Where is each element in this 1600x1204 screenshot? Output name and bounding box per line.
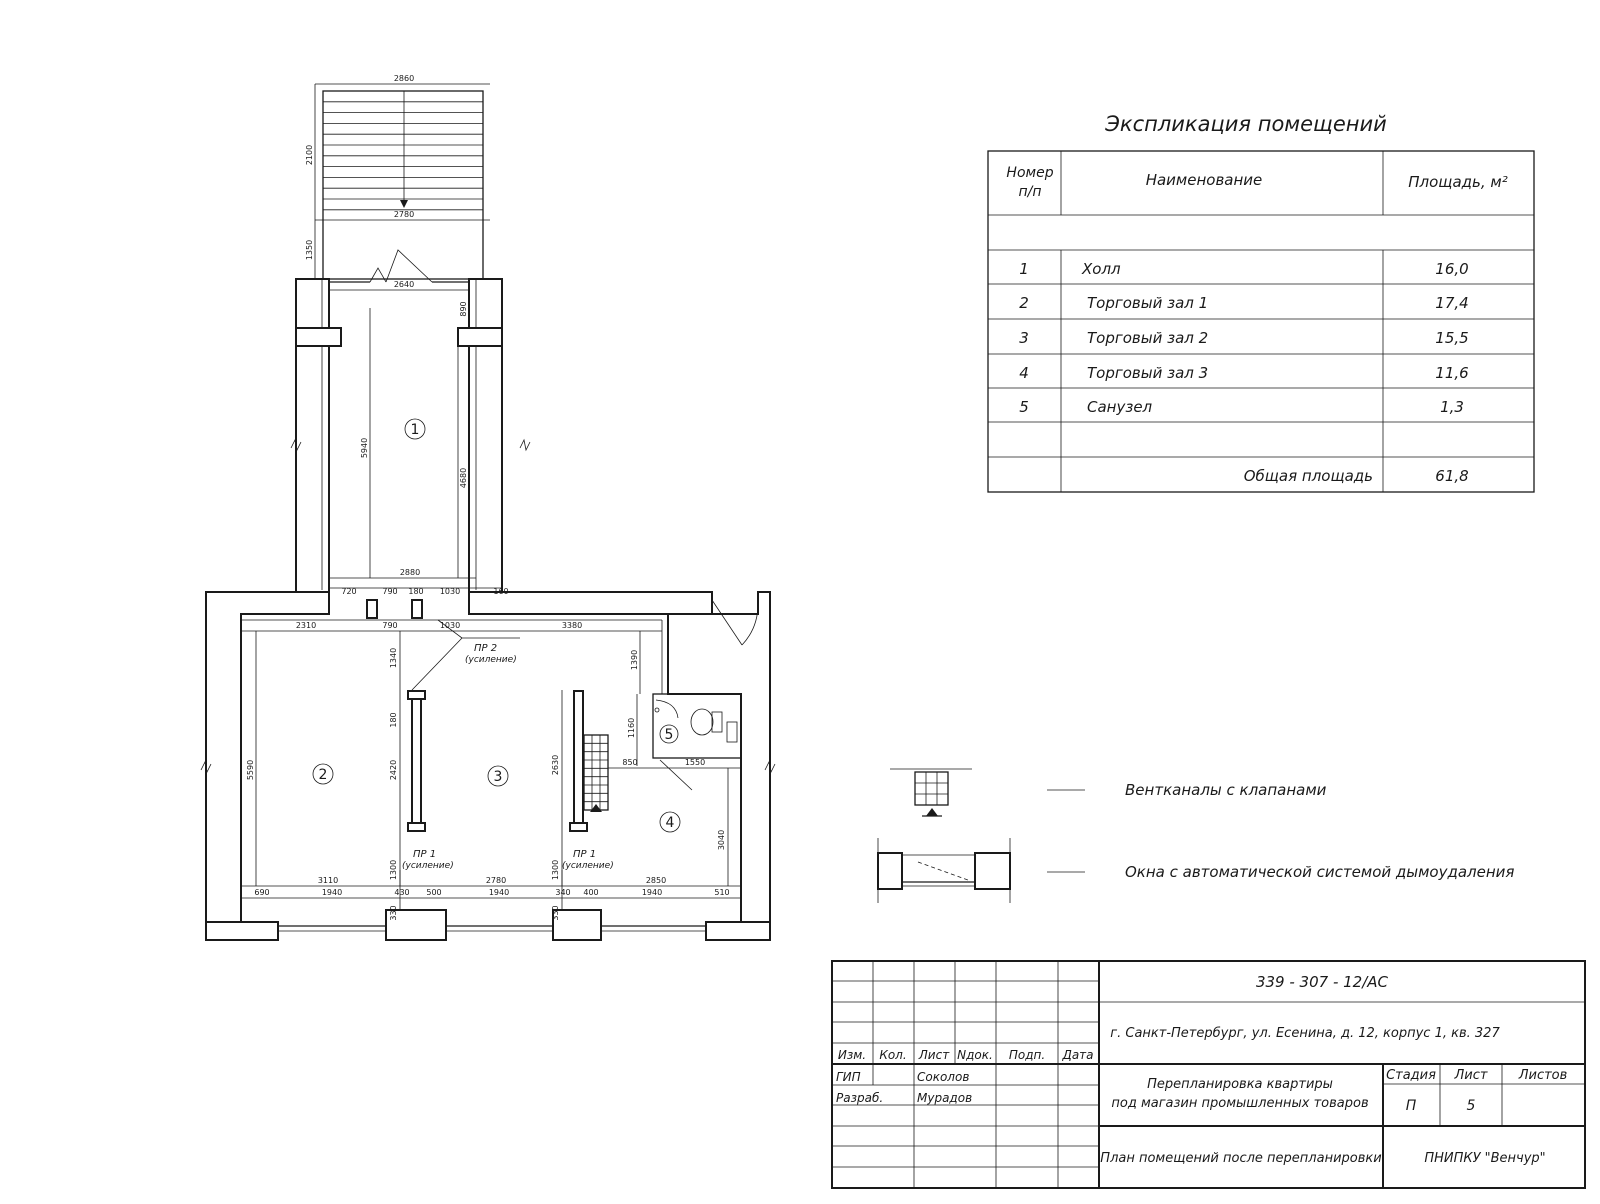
dim-v3040: 3040 (717, 829, 726, 851)
dim-stair-h2: 1350 (305, 239, 314, 261)
dim-row3-2: 2850 (645, 876, 667, 885)
dim-v1390: 1390 (630, 649, 639, 671)
dim-row4-1: 1940 (321, 888, 343, 897)
dim-row4-7: 1940 (641, 888, 663, 897)
stamp-project-line2: под магазин промышленных товаров (1111, 1096, 1369, 1111)
pr2-label: ПР 2 (474, 643, 498, 654)
dim-row2-0: 2310 (295, 621, 317, 630)
legend (878, 769, 1514, 903)
explication-row-name: Санузел (1087, 398, 1153, 416)
stamp-code: 339 - 307 - 12/АС (1255, 973, 1389, 991)
explication-title: Экспликация помещений (1105, 112, 1387, 136)
dim-v5590: 5590 (246, 759, 255, 781)
explication-row-name: Торговый зал 1 (1087, 294, 1209, 312)
stamp-project-line1: Перепланировка квартиры (1147, 1077, 1333, 1092)
pr2-sub: (усиление) (465, 655, 517, 665)
stamp-person: Соколов (917, 1070, 970, 1084)
dim-hall-top: 2640 (393, 280, 415, 289)
explication-row-area: 16,0 (1435, 260, 1469, 278)
explication-row-num: 5 (1019, 398, 1029, 416)
dim-v330b: 330 (551, 905, 560, 921)
dim-hall-r1: 890 (459, 301, 468, 317)
dim-hall-left: 5940 (360, 437, 369, 459)
stamp-column-label: Лист (918, 1048, 950, 1062)
stamp-role: ГИП (836, 1070, 861, 1084)
dim-row3-0: 3110 (317, 876, 339, 885)
dim-row1-3: 1030 (439, 587, 461, 596)
legend-windows-label: Окна с автоматической системой дымоудаления (1125, 863, 1515, 881)
dim-v2630: 2630 (551, 754, 560, 776)
vent-legend-icon (890, 769, 972, 816)
dim-row1-1: 790 (382, 587, 398, 596)
explication-row-num: 2 (1019, 294, 1029, 312)
partitions (408, 691, 608, 831)
dim-row4-6: 400 (583, 888, 599, 897)
dim-v1300b: 1300 (551, 859, 560, 881)
dim-v1160: 1160 (627, 717, 636, 739)
explication-row-area: 11,6 (1435, 364, 1469, 382)
title-block (832, 961, 1585, 1188)
room-number-4: 4 (665, 815, 675, 831)
window-legend-icon (878, 838, 1010, 903)
header-area: Площадь, м² (1408, 173, 1508, 191)
explication-row-name: Торговый зал 3 (1087, 364, 1209, 382)
dim-row1-0: 720 (341, 587, 357, 596)
room-number-2: 2 (318, 767, 328, 783)
dim-h850: 850 (622, 758, 638, 767)
stamp-stage: П (1405, 1098, 1417, 1114)
explication-table (988, 112, 1534, 492)
pr1-label-a: ПР 1 (413, 849, 437, 860)
stamp-role: Разраб. (836, 1091, 884, 1105)
stamp-person: Мурадов (917, 1091, 973, 1105)
explication-row-area: 1,3 (1440, 398, 1464, 416)
dim-v1340: 1340 (389, 647, 398, 669)
dim-h1550: 1550 (684, 758, 706, 767)
room-number-5: 5 (664, 727, 674, 743)
pr1-label-b: ПР 1 (573, 849, 597, 860)
stamp-org: ПНИПКУ "Венчур" (1424, 1151, 1546, 1166)
staircase (305, 74, 490, 279)
dim-stair-mid: 2780 (393, 210, 415, 219)
dim-stair-h1: 2100 (305, 144, 314, 166)
stamp-sheets-label: Листов (1518, 1068, 1568, 1083)
dim-v330: 330 (389, 905, 398, 921)
stamp-sheet: 5 (1466, 1098, 1476, 1114)
dim-row4-5: 340 (555, 888, 571, 897)
room-number-1: 1 (410, 422, 420, 438)
stamp-column-label: Дата (1062, 1048, 1094, 1062)
stamp-column-label: Подп. (1008, 1048, 1046, 1062)
explication-row-area: 15,5 (1435, 329, 1469, 347)
dim-row1-4: 160 (493, 587, 509, 596)
dim-v180: 180 (389, 712, 398, 728)
total-value: 61,8 (1435, 467, 1469, 485)
dim-row4-4: 1940 (488, 888, 510, 897)
header-num-line1: Номер (1006, 165, 1054, 181)
header-name: Наименование (1145, 171, 1263, 189)
stamp-stage-label: Стадия (1386, 1068, 1436, 1083)
stamp-sheet-title: План помещений после перепланировки (1100, 1151, 1382, 1166)
dim-row4-3: 500 (426, 888, 442, 897)
dim-v2420: 2420 (389, 759, 398, 781)
explication-row-area: 17,4 (1435, 294, 1469, 312)
explication-row-name: Холл (1082, 260, 1121, 278)
explication-row-name: Торговый зал 2 (1087, 329, 1209, 347)
explication-row-num: 1 (1019, 260, 1029, 278)
dim-row3-1: 2780 (485, 876, 507, 885)
dim-stair-top: 2860 (393, 74, 415, 83)
dim-row2-3: 3380 (561, 621, 583, 630)
pr1-sub-b: (усиление) (562, 861, 614, 871)
dim-hall-bottom: 2880 (399, 568, 421, 577)
stamp-column-label: Кол. (879, 1048, 907, 1062)
room-number-3: 3 (493, 769, 503, 785)
floor-plan (201, 74, 775, 940)
stamp-sheet-label: Лист (1454, 1068, 1488, 1083)
stamp-column-label: Nдок. (957, 1048, 993, 1062)
dim-row4-8: 510 (714, 888, 730, 897)
pr1-sub-a: (усиление) (402, 861, 454, 871)
dim-row4-2: 430 (394, 888, 410, 897)
dim-hall-right: 4680 (459, 467, 468, 489)
stamp-address: г. Санкт-Петербург, ул. Есенина, д. 12, корпус 1, кв. 327 (1110, 1026, 1500, 1041)
stamp-column-label: Изм. (837, 1048, 867, 1062)
legend-vent-label: Вентканалы с клапанами (1125, 781, 1327, 799)
total-label: Общая площадь (1243, 467, 1373, 485)
hall-walls (296, 250, 502, 594)
header-num-line2: п/п (1018, 184, 1042, 200)
explication-row-num: 4 (1019, 364, 1029, 382)
dim-row2-1: 790 (382, 621, 398, 630)
explication-row-num: 3 (1019, 329, 1029, 347)
dim-row2-2: 1030 (439, 621, 461, 630)
dim-row4-0: 690 (254, 888, 270, 897)
dim-v1300a: 1300 (389, 859, 398, 881)
dim-row1-2: 180 (408, 587, 424, 596)
